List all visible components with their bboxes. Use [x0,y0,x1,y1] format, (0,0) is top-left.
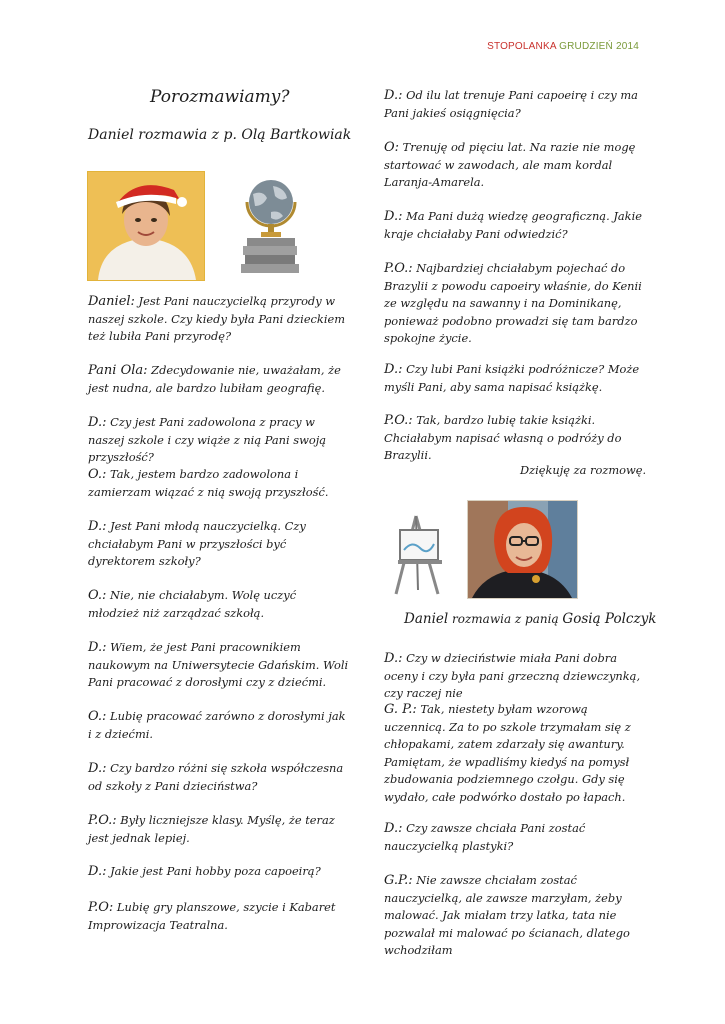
qa-paragraph [384,412,646,465]
speaker-label: G.P.: [384,873,413,888]
speaker-text: Tak, bardzo lubię takie książki. Chciałabym napisać własną o podróży do Brazylii. [384,413,622,462]
speaker-label: D.: [88,640,107,655]
qa-paragraph [384,361,646,396]
magazine-name: STOPOLANKA [487,41,557,52]
speaker-label: D.: [384,821,403,836]
speaker-text: Ma Pani dużą wiedzę geograficzną. Jakie kraje chciałaby Pani odwiedzić? [384,209,642,241]
speaker-label: P.O.: [384,261,413,276]
speaker-text: Lubię pracować zarówno z dorosłymi jak i z dziećmi. [88,709,346,741]
speaker-text: Czy lubi Pani książki podróżnicze? Może myśli Pani, aby sama napisać książkę. [384,362,640,394]
speaker-text: Były liczniejsze klasy. Myślę, że teraz jest jednak lepiej. [88,813,335,845]
interviewee-name: Gosią Polczyk [562,611,657,627]
teacher-photo-ola [87,171,205,281]
qa-paragraph [384,139,646,192]
speaker-label: D.: [384,88,403,103]
qa-paragraph [384,820,646,855]
qa-paragraph [88,639,350,692]
article-title: Porozmawiamy? [150,87,290,107]
speaker-text: Jest Pani młodą nauczycielką. Czy chciałabym Pani w przyszłości być dyrektorem szkoły? [88,519,306,568]
speaker-text: Tak, jestem bardzo zadowolona i zamierzam wiązać z nią swoją przyszłość. [88,467,329,499]
easel-icon [386,510,452,596]
speaker-text: Czy w dzieciństwie miała Pani dobra oceny i czy była pani grzeczną dziewczynką, czy raczej nie [384,651,641,700]
speaker-label: O.: [88,709,107,724]
qa-paragraph [384,872,646,960]
qa-paragraph [384,650,646,703]
speaker-text: Jest Pani nauczycielką przyrody w naszej szkole. Czy kiedy była Pani dzieckiem też lubiła Pani przyrodę? [88,294,346,343]
speaker-label: P.O.: [88,813,117,828]
speaker-label: P.O: [88,900,114,915]
speaker-label: D.: [88,864,107,879]
speaker-label: D.: [88,761,107,776]
speaker-text: Czy zawsze chciała Pani zostać nauczycielką plastyki? [384,821,586,853]
qa-paragraph [88,587,350,622]
qa-paragraph [88,466,350,501]
globe-on-books-icon [233,172,307,276]
speaker-label: Pani Ola: [88,363,148,378]
interviewer-name: Daniel [404,611,449,627]
qa-paragraph [88,293,350,346]
speaker-label: D.: [88,519,107,534]
speaker-text: Nie, nie chciałabym. Wolę uczyć młodzież niż zarządzać szkołą. [88,588,297,620]
qa-paragraph [88,863,350,881]
qa-paragraph [384,208,646,243]
qa-paragraph [88,760,350,795]
speaker-text: Wiem, że jest Pani pracownikiem naukowym na Uniwersytecie Gdańskim. Woli Pani pracować z dorosłymi czy z dziećmi. [88,640,349,689]
speaker-label: D.: [384,651,403,666]
speaker-text: Najbardziej chciałabym pojechać do Brazylii z powodu capoeiry właśnie, do Kenii ze względu na sawanny i na Dominikanę, ponieważ podobno prowadzi się tam bardzo spokojne życie. [384,261,642,345]
page-header [487,41,639,52]
closing-thanks: Dziękuję za rozmowę. [520,463,647,477]
speaker-text: Tak, niestety byłam wzorową uczennicą. Za to po szkole trzymałam się z chłopakami, zatem zdarzały się awantury. Pamiętam, że wpadliśmy kiedyś na pomysł zbudowania podziemnego czołgu. Gdy się wydało, całe podwórko dostało po łapach. [384,702,631,804]
speaker-label: P.O.: [384,413,413,428]
speaker-text: Nie zawsze chciałam zostać nauczycielką, ale zawsze marzyłam, żeby malować. Jak miałam trzy latka, tata nie pozwalał mi malować po ścianach, dlatego wchodziłam [384,873,630,957]
speaker-label: D.: [384,209,403,224]
speaker-label: O: [384,140,400,155]
speaker-label: O.: [88,588,107,603]
speaker-text: Czy bardzo różni się szkoła współczesna od szkoły z Pani dzieciństwa? [88,761,344,793]
speaker-text: Jakie jest Pani hobby poza capoeirą? [106,864,321,878]
qa-paragraph [88,414,350,467]
speaker-label: D.: [88,415,107,430]
speaker-label: G. P.: [384,702,417,717]
teacher-photo-gosia [467,500,578,599]
qa-paragraph [384,701,646,806]
speaker-text: Czy jest Pani zadowolona z pracy w naszej szkole i czy wiąże z nią Pani swoją przyszłość? [88,415,327,464]
qa-paragraph [384,260,646,348]
speaker-text: Zdecydowanie nie, uważałam, że jest nudna, ale bardzo lubiłam geografię. [88,363,341,395]
qa-paragraph [88,708,350,743]
qa-paragraph [88,812,350,847]
speaker-text: Od ilu lat trenuje Pani capoeirę i czy ma Pani jakieś osiągnięcia? [384,88,638,120]
speaker-label: D.: [384,362,403,377]
qa-paragraph [384,87,646,122]
qa-paragraph [88,899,350,934]
qa-paragraph [88,362,350,397]
speaker-text: Trenuję od pięciu lat. Na razie nie mogę startować w zawodach, ale mam kordal Laranja-Amarela. [384,140,636,189]
article-subtitle: Daniel rozmawia z p. Olą Bartkowiak [88,127,352,143]
speaker-text: Lubię gry planszowe, szycie i Kabaret Improwizacja Teatralna. [88,900,336,932]
subtitle-connector: rozmawia z panią [448,612,563,626]
speaker-label: Daniel: [88,294,135,309]
article2-subtitle [404,611,656,627]
qa-paragraph [88,518,350,571]
issue-date: GRUDZIEŃ 2014 [559,41,639,52]
speaker-label: O.: [88,467,107,482]
